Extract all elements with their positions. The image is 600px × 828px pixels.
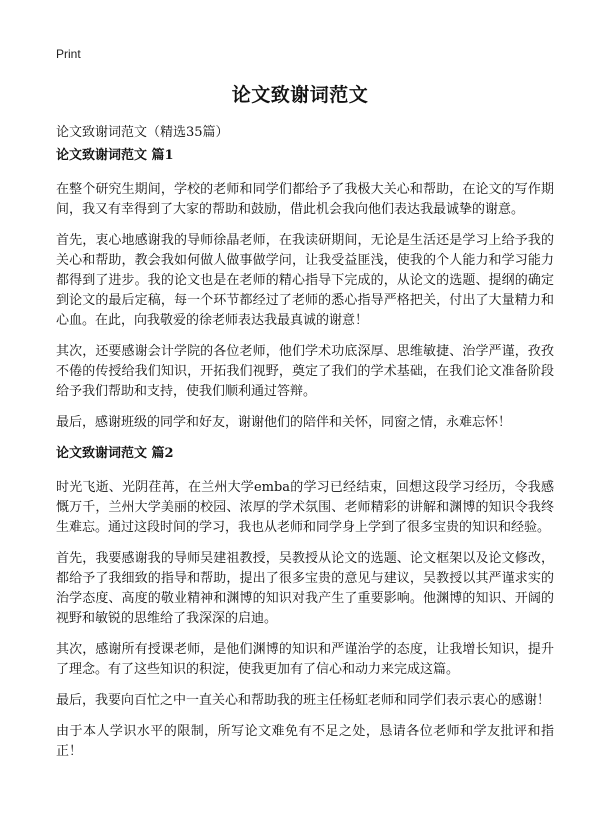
paragraph: 首先，我要感谢我的导师吴建祖教授，吴教授从论文的选题、论文框架以及论文修改，都给予了我细致的指导和帮助，提出了很多宝贵的意见与建议，吴教授以其严谨求实的治学态度、高度的敬业精神和渊博的知识对我产生了重要影响。他渊博的知识、开阔的视野和敏锐的思维给了我深深的启迪。	[56, 551, 554, 626]
section-1	[56, 146, 554, 433]
section-heading: 论文致谢词范文 篇2	[56, 446, 174, 461]
paragraph: 最后，我要向百忙之中一直关心和帮助我的班主任杨虹老师和同学们表示衷心的感谢！	[56, 693, 551, 708]
paragraph: 其次，感谢所有授课老师，是他们渊博的知识和严谨治学的态度，让我增长知识，提升了理念。有了这些知识的积淀，使我更加有了信心和动力来完成这篇。	[56, 642, 554, 677]
paragraph: 时光飞逝、光阴荏苒，在兰州大学emba的学习已经结束，回想这段学习经历，令我感慨万千，兰州大学美丽的校园、浓厚的学术氛围、老师精彩的讲解和渊博的知识令我终生难忘。通过这段时间的学习，我也从老师和同学身上学到了很多宝贵的知识和经验。	[56, 480, 554, 535]
section-heading: 论文致谢词范文 篇1	[56, 148, 174, 163]
paragraph: 首先，衷心地感谢我的导师徐晶老师，在我读研期间，无论是生活还是学习上给予我的关心和帮助，教会我如何做人做事做学问，让我受益匪浅，使我的个人能力和学习能力都得到了进步。我的论文也是在老师的精心指导下完成的，从论文的选题、提纲的确定到论文的最后定稿，每一个环节都经过了老师的悉心指导严格把关，付出了大量精力和心血。在此，向我敬爱的徐老师表达我最真诚的谢意！	[56, 233, 554, 328]
print-link[interactable]: Print	[56, 47, 81, 61]
section-2	[56, 444, 554, 762]
paragraph: 最后，感谢班级的同学和好友，谢谢他们的陪伴和关怀，同窗之情，永难忘怀！	[56, 415, 512, 430]
paragraph: 其次，还要感谢会计学院的各位老师，他们学术功底深厚、思维敏捷、治学严谨，孜孜不倦的传授给我们知识，开拓我们视野，奠定了我们的学术基础，在我们论文准备阶段给予我们帮助和支持，使我们顺利通过答辩。	[56, 344, 554, 399]
page-subtitle: 论文致谢词范文（精选35篇）	[56, 125, 229, 140]
article-body	[56, 146, 554, 773]
paragraph: 在整个研究生期间，学校的老师和同学们都给予了我极大关心和帮助，在论文的写作期间，我又有幸得到了大家的帮助和鼓励，借此机会我向他们表达我最诚挚的谢意。	[56, 182, 554, 217]
page-title: 论文致谢词范文	[231, 84, 369, 106]
paragraph: 由于本人学识水平的限制，所写论文难免有不足之处，恳请各位老师和学友批评和指正！	[56, 724, 554, 759]
